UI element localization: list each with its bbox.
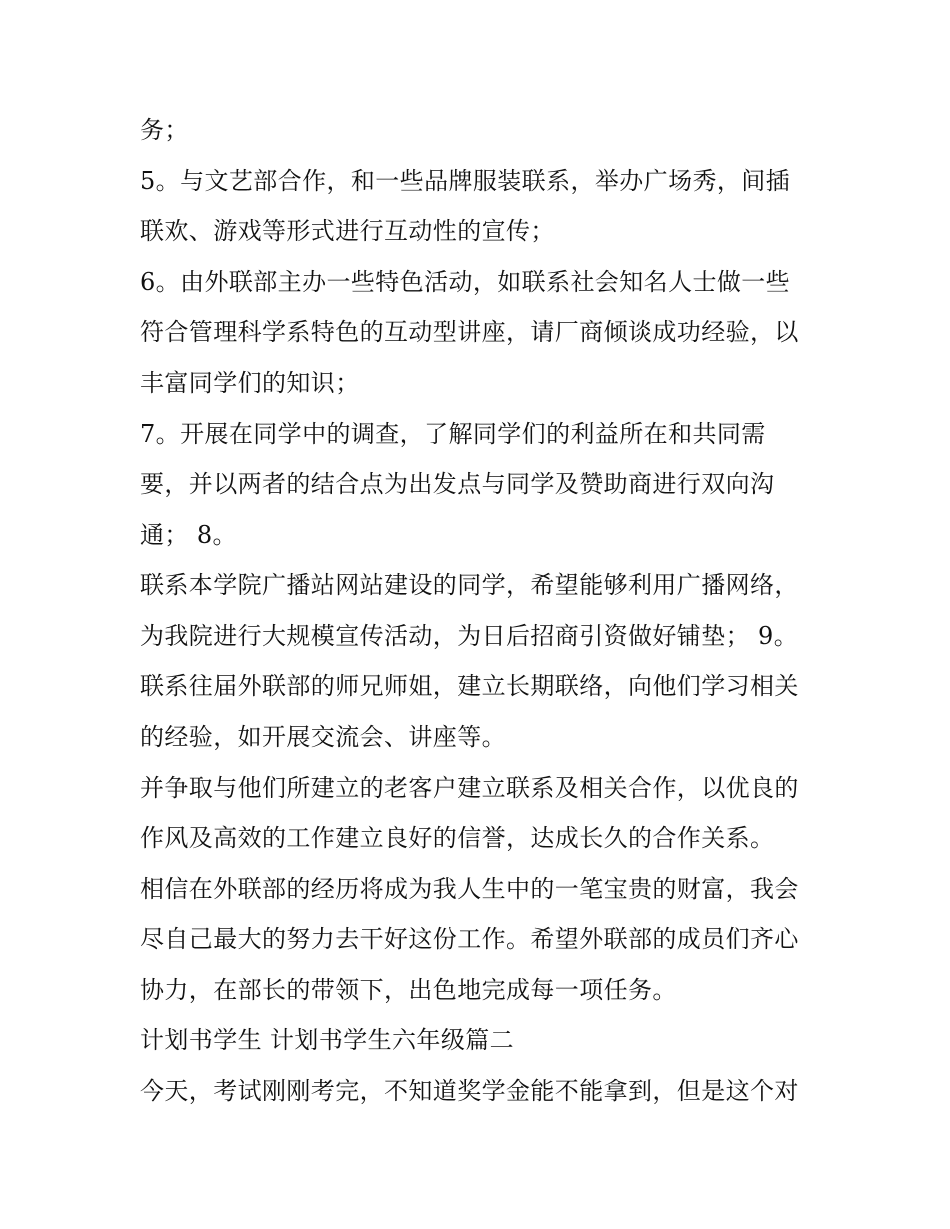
text-line: 相信在外联部的经历将成为我人生中的一笔宝贵的财富，我会 bbox=[140, 875, 799, 903]
text-line: 联系本学院广播站网站建设的同学，希望能够利用广播网络， bbox=[140, 571, 799, 599]
text-line: 符合管理科学系特色的互动型讲座，请厂商倾谈成功经验，以 bbox=[140, 318, 799, 346]
text-line: 今天，考试刚刚考完，不知道奖学金能不能拿到，但是这个对 bbox=[140, 1077, 799, 1105]
text-line: 务； bbox=[140, 116, 189, 144]
text-line: 5。与文艺部合作，和一些品牌服装联系，举办广场秀，间插 bbox=[140, 167, 791, 195]
text-line: 联系往届外联部的师兄师姐，建立长期联络，向他们学习相关 bbox=[140, 672, 799, 700]
text-line: 要，并以两者的结合点为出发点与同学及赞助商进行双向沟 bbox=[140, 470, 775, 498]
text-line: 6。由外联部主办一些特色活动，如联系社会知名人士做一些 bbox=[140, 268, 791, 296]
text-line: 尽自己最大的努力去干好这份工作。希望外联部的成员们齐心 bbox=[140, 925, 799, 953]
text-line: 并争取与他们所建立的老客户建立联系及相关合作，以优良的 bbox=[140, 774, 799, 802]
text-line: 为我院进行大规模宣传活动，为日后招商引资做好铺垫； 9。 bbox=[140, 622, 799, 650]
text-line: 通； 8。 bbox=[140, 521, 237, 549]
text-line: 协力，在部长的带领下，出色地完成每一项任务。 bbox=[140, 976, 677, 1004]
text-line: 丰富同学们的知识； bbox=[140, 369, 360, 397]
text-line: 7。开展在同学中的调查，了解同学们的利益所在和共同需 bbox=[140, 420, 766, 448]
text-line: 作风及高效的工作建立良好的信誉，达成长久的合作关系。 bbox=[140, 824, 775, 852]
section-heading: 计划书学生 计划书学生六年级篇二 bbox=[140, 1026, 515, 1054]
text-line: 的经验，如开展交流会、讲座等。 bbox=[140, 723, 506, 751]
text-line: 联欢、游戏等形式进行互动性的宣传； bbox=[140, 217, 555, 245]
